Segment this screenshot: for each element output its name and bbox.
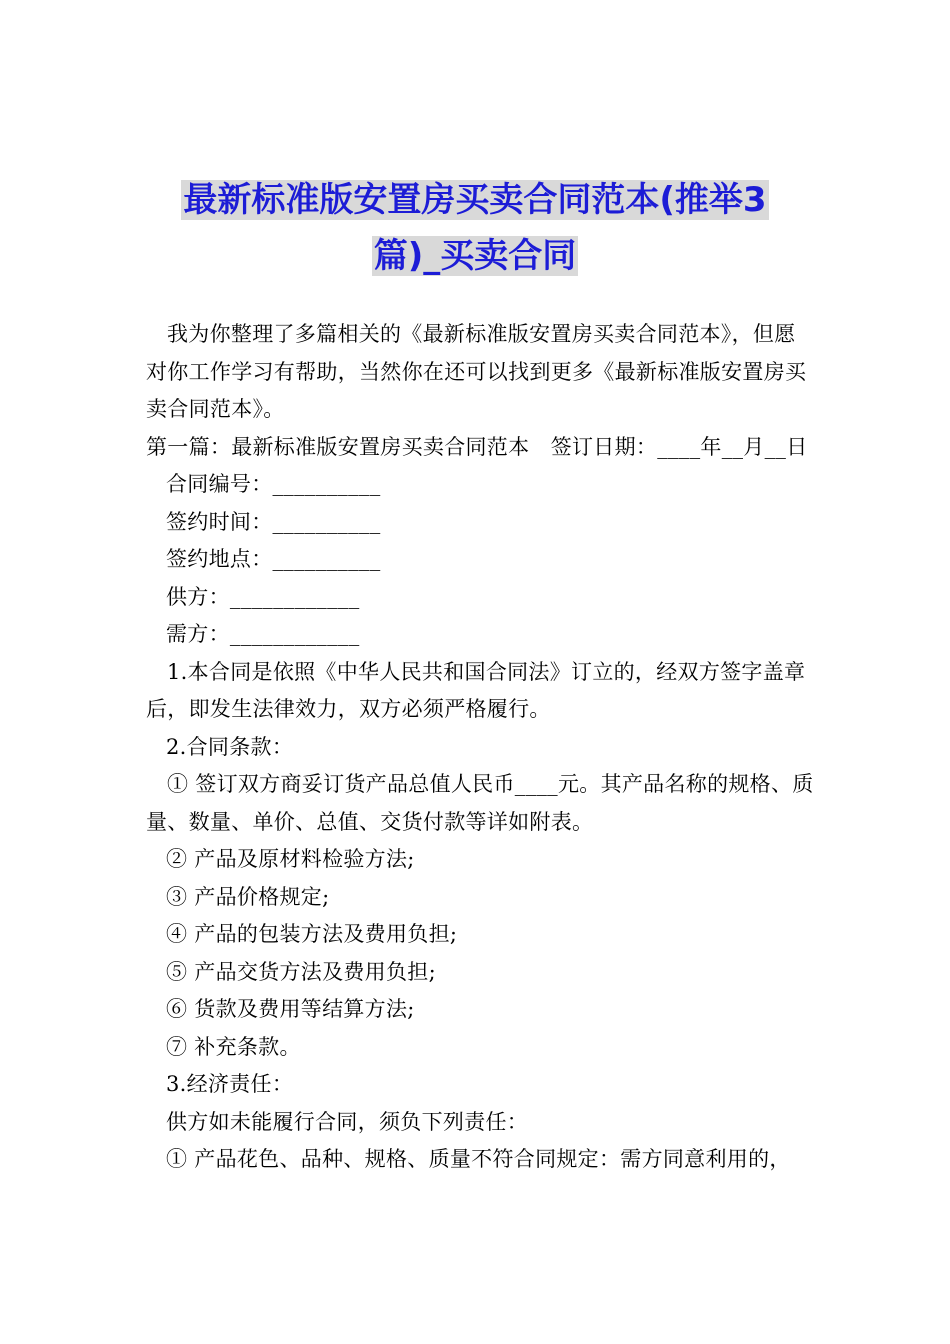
document-body [146,316,816,1179]
clause-2-item-3: ③ 产品价格规定; [166,884,330,909]
part1-heading: 第一篇：最新标准版安置房买卖合同范本 签订日期：____年__月__日 [146,434,808,459]
clause-1: 1.本合同是依照《中华人民共和国合同法》订立的，经双方签字盖章后，即发生法律效力，双方必须严格履行。 [146,659,806,721]
clause-2-item-1: ① 签订双方商妥订货产品总值人民币____元。其产品名称的规格、质量、数量、单价、总值、交货付款等详如附表。 [146,772,814,834]
clause-2-item-6: ⑥ 货款及费用等结算方法; [166,997,415,1021]
clause-3-heading: 3.经济责任： [166,1072,294,1096]
sign-place-line: 签约地点：__________ [166,547,381,571]
clause-2-item-4: ④ 产品的包装方法及费用负担; [166,922,458,946]
clause-2-item-7: ⑦ 补充条款。 [166,1034,301,1059]
title-line-2: 篇)_买卖合同 [373,236,577,276]
supplier-line: 供方：____________ [166,584,360,609]
clause-3-intro: 供方如未能履行合同，须负下列责任： [166,1109,529,1134]
clause-2-heading: 2.合同条款： [166,734,294,759]
sign-time-line: 签约时间：__________ [166,509,381,534]
contract-number-line: 合同编号：__________ [166,472,381,496]
buyer-line: 需方：____________ [166,622,360,646]
clause-3-item-1: ① 产品花色、品种、规格、质量不符合同规定：需方同意利用的， [166,1147,791,1171]
title-line-1: 最新标准版安置房买卖合同范本(推举3 [183,180,767,220]
intro-paragraph: 我为你整理了多篇相关的《最新标准版安置房买卖合同范本》，但愿对你工作学习有帮助，当然你在还可以找到更多《最新标准版安置房买卖合同范本》。 [146,322,807,421]
clause-2-item-2: ② 产品及原材料检验方法; [166,847,415,871]
document-title [120,172,830,284]
clause-2-item-5: ⑤ 产品交货方法及费用负担; [166,959,436,984]
